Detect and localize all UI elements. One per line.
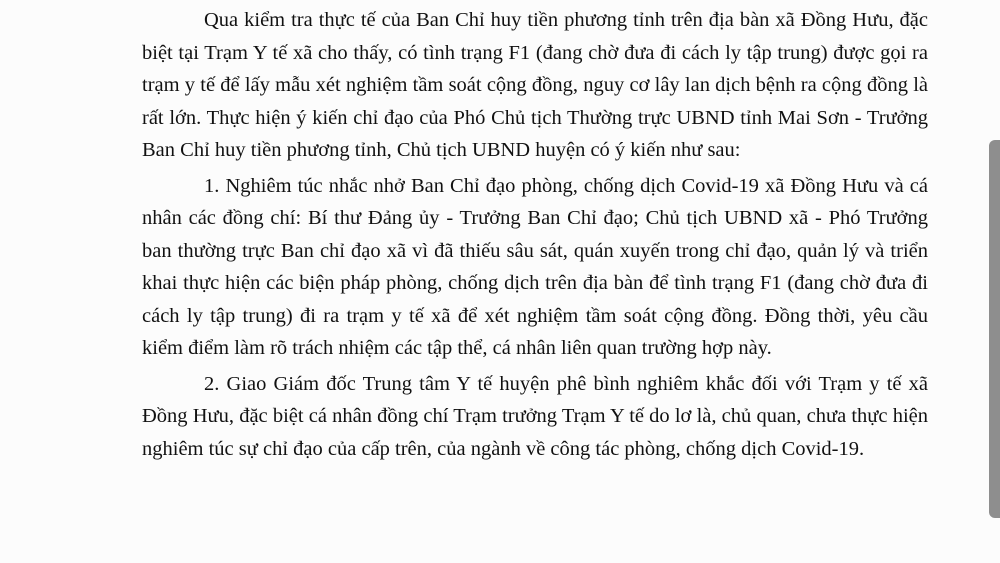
document-body <box>142 4 928 465</box>
scrollbar[interactable] <box>989 140 1000 518</box>
intro-paragraph: Qua kiểm tra thực tế của Ban Chỉ huy tiền phương tỉnh trên địa bàn xã Đồng Hưu, đặc biệt tại Trạm Y tế xã cho thấy, có tình trạng F1 (đang chờ đưa đi cách ly tập trung) được gọi ra trạm y tế để lấy mẫu xét nghiệm tầm soát cộng đồng, nguy cơ lây lan dịch bệnh ra cộng đồng là rất lớn. Thực hiện ý kiến chỉ đạo của Phó Chủ tịch Thường trực UBND tỉnh Mai Sơn - Trưởng Ban Chỉ huy tiền phương tỉnh, Chủ tịch UBND huyện có ý kiến như sau: <box>142 9 928 161</box>
directive-2-paragraph: 2. Giao Giám đốc Trung tâm Y tế huyện phê bình nghiêm khắc đối với Trạm y tế xã Đồng Hưu, đặc biệt cá nhân đồng chí Trạm trưởng Trạm Y tế do lơ là, chủ quan, chưa thực hiện nghiêm túc sự chỉ đạo của cấp trên, của ngành về công tác phòng, chống dịch Covid-19. <box>142 372 928 460</box>
directive-1-paragraph: 1. Nghiêm túc nhắc nhở Ban Chỉ đạo phòng, chống dịch Covid-19 xã Đồng Hưu và cá nhân các đồng chí: Bí thư Đảng ủy - Trưởng Ban Chỉ đạo; Chủ tịch UBND xã - Phó Trưởng ban thường trực Ban chỉ đạo xã vì đã thiếu sâu sát, quán xuyến trong chỉ đạo, quản lý và triển khai thực hiện các biện pháp phòng, chống dịch trên địa bàn để tình trạng F1 (đang chờ đưa đi cách ly tập trung) đi ra trạm y tế xã để xét nghiệm tầm soát cộng đồng. Đồng thời, yêu cầu kiểm điểm làm rõ trách nhiệm các tập thể, cá nhân liên quan trường hợp này. <box>142 174 928 359</box>
